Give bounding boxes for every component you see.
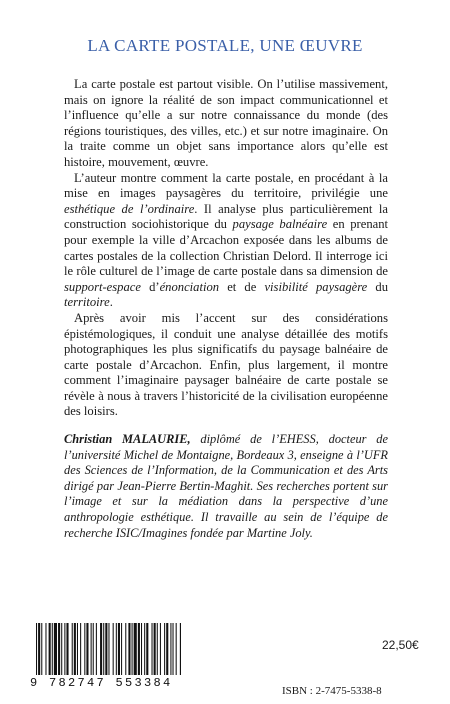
barcode-digits: 9 782747 553384 [30, 676, 173, 690]
author-bio [64, 432, 388, 541]
author-name: Christian MALAURIE, [64, 432, 191, 446]
summary-paragraph-1: La carte postale est partout visible. On l’utilise massivement, mais on ignore la réalité de son impact communicationnel et l’influence qu’elle a sur notre connaissance du monde (des régions touristiques, des villes, etc.) et sur notre imaginaire. On la traite comme un objet sans importance alors qu’elle est histoire, mouvement, œuvre. [64, 77, 388, 169]
isbn: ISBN : 2-7475-5338-8 [282, 685, 382, 697]
back-cover-summary [64, 77, 388, 420]
summary-paragraph-3: Après avoir mis l’accent sur des considérations épistémologiques, il conduit une analyse détaillée des motifs photographiques les plus significatifs du paysage balnéaire de carte postale d’Arcachon. Enfin, plus largement, il montre comment l’imaginaire paysager balnéaire de carte postale se révèle à nous à travers l’historicité de la civilisation européenne des loisirs. [64, 310, 388, 419]
barcode [30, 623, 185, 693]
author-bio-text: diplômé de l’EHESS, docteur de l’université Michel de Montaigne, Bordeaux 3, enseigne à l’UFR des Sciences de l’Information, de la Communication et des Arts dirigé par Jean-Pierre Bertin-Maghit. Ses recherches portent sur l’image et sur la médiation dans la perspective d’une anthropologie esthétique. Il travaille au sein de l’équipe de recherche ISIC/Imagines fondée par Martine Joly. [64, 432, 388, 540]
summary-paragraph-2: L’auteur montre comment la carte postale, en procédant à la mise en images paysagères du territoire, privilégie une esthétique de l’ordinaire. Il analyse plus particulièrement la construction sociohistorique du paysage balnéaire en prenant pour exemple la ville d’Arcachon exposée dans les albums de cartes postales de la collection Christian Delord. Il interroge ici le rôle culturel de l’image de carte postale dans sa dimension de support-espace d’énonciation et de visibilité paysagère du territoire. [64, 170, 389, 310]
book-title: LA CARTE POSTALE, UNE ŒUVRE [87, 36, 363, 55]
price: 22,50€ [382, 638, 419, 652]
barcode-bars [36, 623, 181, 675]
